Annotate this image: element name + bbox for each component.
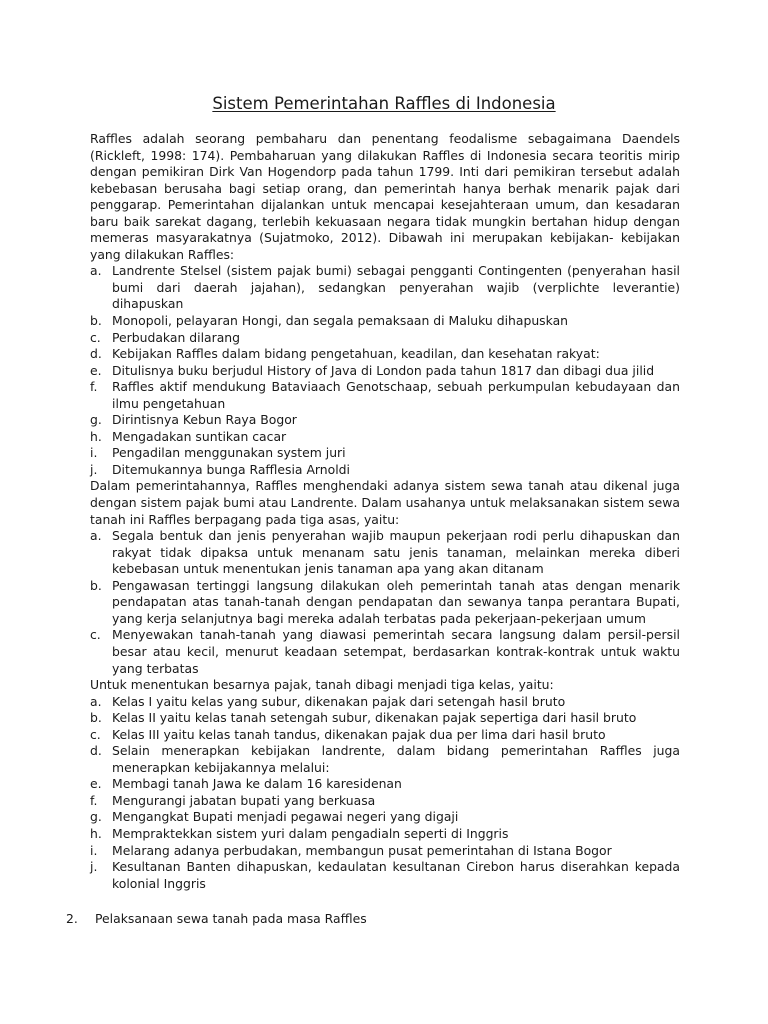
list-item-text: Ditulisnya buku berjudul History of Java di London pada tahun 1817 dan dibagi dua jilid: [112, 362, 655, 378]
list-marker: e.: [90, 362, 102, 378]
list-item-text: Membagi tanah Jawa ke dalam 16 karesidenan: [112, 776, 402, 792]
policy-list-item: [90, 263, 680, 313]
section-2-heading: [66, 911, 367, 928]
list-marker: i.: [90, 445, 98, 461]
tax-class-list-item: [90, 843, 680, 860]
list-item-text: Selain menerapkan kebijakan landrente, dalam bidang pemerintahan Raffles juga menerapkan kebijakannya melalui:: [112, 743, 680, 775]
list-item-text: Melarang adanya perbudakan, membangun pusat pemerintahan di Istana Bogor: [112, 842, 612, 858]
list-item-text: Segala bentuk dan jenis penyerahan wajib maupun pekerjaan rodi perlu dihapuskan dan rakyat tidak dipaksa untuk menanam satu jenis tanaman, melainkan mereka diberi kebebasan untuk menentukan jenis tanaman apa yang akan ditanam: [112, 528, 680, 577]
intro-paragraph: Raffles adalah seorang pembaharu dan penentang feodalisme sebagaimana Daendels (Rickleft, 1998: 174). Pembaharuan yang dilakukan Raffles di Indonesia secara teoritis mirip dengan pemikiran Dirk Van Hogendorp pada tahun 1799. Inti dari pemikiran tersebut adalah kebebasan berusaha bagi setiap orang, dan pemerintah hanya berhak menarik pajak dari penggarap. Pemerintahan dijalankan untuk mencapai kesejahteraan umum, dan kesadaran baru baik sarekat dagang, terlebih kekuasaan negara tidak mungkin bertahan hidup dengan memeras masyarakatnya (Sujatmoko, 2012). Dibawah ini merupakan kebijakan- kebijakan yang dilakukan Raffles:: [90, 131, 680, 262]
landrente-paragraph: Dalam pemerintahannya, Raffles menghendaki adanya sistem sewa tanah atau dikenal juga dengan sistem pajak bumi atau Landrente. Dalam usahanya untuk melaksanakan sistem sewa tanah ini Raffles berpagang pada tiga asas, yaitu:: [90, 478, 680, 527]
list-item-text: Ditemukannya bunga Rafflesia Arnoldi: [112, 461, 350, 477]
list-marker: c.: [90, 726, 101, 742]
list-marker: j.: [90, 859, 98, 875]
tax-classes-paragraph: Untuk menentukan besarnya pajak, tanah dibagi menjadi tiga kelas, yaitu:: [90, 677, 554, 693]
list-item-text: Pengawasan tertinggi langsung dilakukan oleh pemerintah tanah atas dengan menarik pendapatan atas tanah-tanah dengan pendapatan dan sewanya tanpa perantara Bupati, yang kerja selanjutnya bagi mereka adalah terbatas pada pekerjaan-pekerjaan umum: [112, 577, 680, 626]
tax-class-list-item: [90, 793, 680, 810]
tax-classes-list: [90, 694, 680, 893]
list-item-text: Mempraktekkan sistem yuri dalam pengadialn seperti di Inggris: [112, 825, 509, 841]
list-marker: d.: [90, 743, 102, 759]
document-title: Sistem Pemerintahan Raffles di Indonesia: [212, 94, 556, 113]
list-item-text: Dirintisnya Kebun Raya Bogor: [112, 412, 297, 428]
list-item-text: Menyewakan tanah-tanah yang diawasi pemerintah secara langsung dalam persil-persil besar atau kecil, menurut keadaan setempat, berdasarkan kontrak-kontrak untuk waktu yang terbatas: [112, 627, 680, 676]
list-marker: b.: [90, 313, 102, 329]
policy-list-item: [90, 412, 680, 429]
list-marker: b.: [90, 710, 102, 726]
policy-list-item: [90, 462, 680, 479]
list-marker: h.: [90, 825, 102, 841]
tax-class-list-item: [90, 859, 680, 892]
policy-list-item: [90, 346, 680, 363]
tax-class-list-item: [90, 809, 680, 826]
list-marker: f.: [90, 379, 98, 395]
list-marker: j.: [90, 461, 98, 477]
list-item-text: Mengadakan suntikan cacar: [112, 428, 287, 444]
list-marker: e.: [90, 776, 102, 792]
policy-list-item: [90, 313, 680, 330]
list-marker: a.: [90, 528, 102, 544]
section-number: 2.: [66, 911, 78, 926]
list-item-text: Raffles aktif mendukung Bataviaach Genotschaap, sebuah perkumpulan kebudayaan dan ilmu pengetahuan: [112, 379, 680, 411]
list-marker: b.: [90, 577, 102, 593]
list-marker: a.: [90, 263, 102, 279]
list-item-text: Kelas III yaitu kelas tanah tandus, dikenakan pajak dua per lima dari hasil bruto: [112, 726, 606, 742]
list-item-text: Mengurangi jabatan bupati yang berkuasa: [112, 792, 376, 808]
tax-class-list-item: [90, 826, 680, 843]
principles-list: [90, 528, 680, 677]
list-item-text: Landrente Stelsel (sistem pajak bumi) sebagai pengganti Contingenten (penyerahan hasil bumi dari daerah jajahan), sedangkan penyerahan wajib (verplichte leverantie) dihapuskan: [112, 263, 680, 312]
list-item-text: Kesultanan Banten dihapuskan, kedaulatan kesultanan Cirebon harus diserahkan kepada kolonial Inggris: [112, 859, 680, 891]
list-item-text: Kelas II yaitu kelas tanah setengah subur, dikenakan pajak sepertiga dari hasil bruto: [112, 710, 637, 726]
tax-class-list-item: [90, 776, 680, 793]
policy-list-item: [90, 445, 680, 462]
tax-class-list-item: [90, 694, 680, 711]
principle-list-item: [90, 627, 680, 677]
list-marker: f.: [90, 792, 98, 808]
principle-list-item: [90, 528, 680, 578]
tax-class-list-item: [90, 743, 680, 776]
list-item-text: Kelas I yaitu kelas yang subur, dikenakan pajak dari setengah hasil bruto: [112, 693, 566, 709]
list-item-text: Pengadilan menggunakan system juri: [112, 445, 346, 461]
policy-list-item: [90, 379, 680, 412]
tax-class-list-item: [90, 710, 680, 727]
list-marker: g.: [90, 809, 102, 825]
list-item-text: Kebijakan Raffles dalam bidang pengetahuan, keadilan, dan kesehatan rakyat:: [112, 346, 600, 362]
tax-class-list-item: [90, 727, 680, 744]
list-marker: d.: [90, 346, 102, 362]
list-marker: h.: [90, 428, 102, 444]
document-body: [90, 131, 680, 892]
list-item-text: Mengangkat Bupati menjadi pegawai negeri yang digaji: [112, 809, 459, 825]
list-marker: g.: [90, 412, 102, 428]
policy-list-item: [90, 429, 680, 446]
list-item-text: Perbudakan dilarang: [112, 329, 241, 345]
policy-list: [90, 263, 680, 478]
list-marker: a.: [90, 693, 102, 709]
list-marker: c.: [90, 329, 101, 345]
section-title: Pelaksanaan sewa tanah pada masa Raffles: [95, 911, 367, 926]
list-item-text: Monopoli, pelayaran Hongi, dan segala pemaksaan di Maluku dihapuskan: [112, 313, 569, 329]
policy-list-item: [90, 330, 680, 347]
principle-list-item: [90, 578, 680, 628]
policy-list-item: [90, 363, 680, 380]
list-marker: i.: [90, 842, 98, 858]
list-marker: c.: [90, 627, 101, 643]
